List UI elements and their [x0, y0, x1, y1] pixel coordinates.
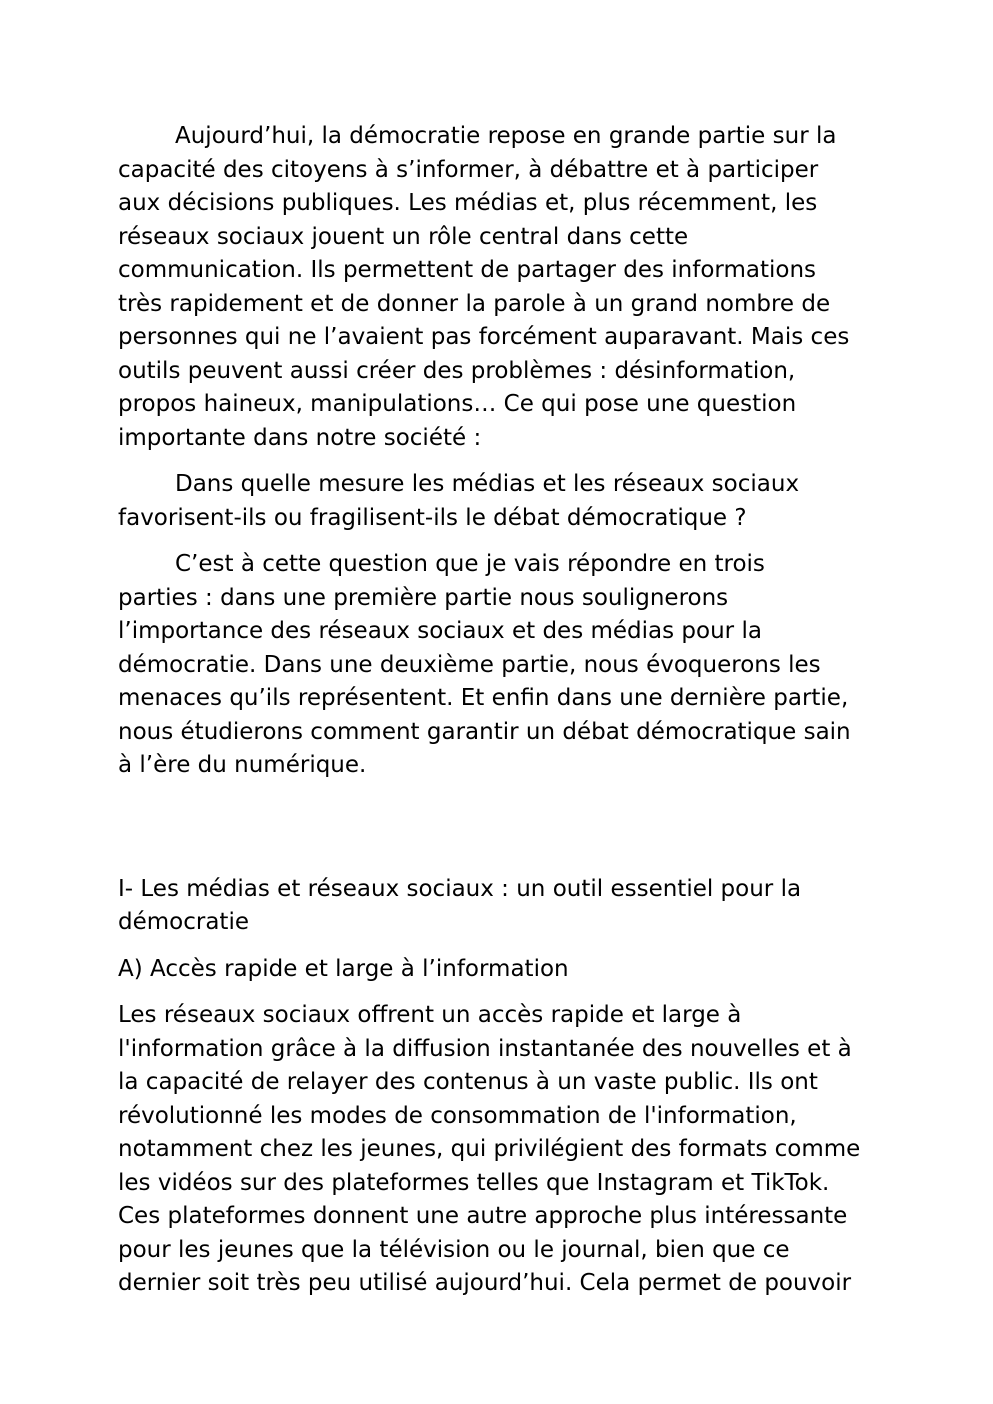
text-line: A) Accès rapide et large à l’information — [118, 955, 569, 982]
heading-part-one — [118, 873, 933, 940]
text-line: démocratie. Dans une deuxième partie, nous évoquerons les — [118, 651, 821, 678]
paragraph-intro — [118, 120, 933, 455]
text-line: capacité des citoyens à s’informer, à débattre et à participer — [118, 156, 819, 183]
paragraph-body-section-a — [118, 999, 933, 1301]
text-line: Aujourd’hui, la démocratie repose en grande partie sur la — [175, 123, 837, 149]
text-line: l’importance des réseaux sociaux et des médias pour la — [118, 618, 762, 644]
text-line: les vidéos sur des plateformes telles que Instagram et TikTok. — [118, 1169, 830, 1196]
heading-section-a — [118, 953, 933, 987]
text-line: Les réseaux sociaux offrent un accès rapide et large à — [118, 1002, 742, 1028]
text-line: l'information grâce à la diffusion instantanée des nouvelles et à — [118, 1035, 852, 1062]
text-line: importante dans notre société : — [118, 424, 482, 451]
text-line: dernier soit très peu utilisé aujourd’hui. Cela permet de pouvoir — [118, 1270, 852, 1296]
text-line: menaces qu’ils représentent. Et enfin dans une dernière partie, — [118, 685, 849, 711]
text-line: Ces plateformes donnent une autre approche plus intéressante — [118, 1203, 848, 1229]
text-line: personnes qui ne l’avaient pas forcément auparavant. Mais ces — [118, 324, 850, 350]
text-line: propos haineux, manipulations… Ce qui pose une question — [118, 391, 797, 417]
text-line: la capacité de relayer des contenus à un vaste public. Ils ont — [118, 1069, 818, 1095]
paragraph-annonce-plan — [118, 548, 933, 783]
text-line: aux décisions publiques. Les médias et, plus récemment, les — [118, 190, 818, 216]
text-line: I- Les médias et réseaux sociaux : un outil essentiel pour la — [118, 875, 802, 902]
text-line: notamment chez les jeunes, qui privilégient des formats comme — [118, 1136, 861, 1162]
text-line: communication. Ils permettent de partager des informations — [118, 257, 817, 283]
text-line: parties : dans une première partie nous soulignerons — [118, 584, 729, 611]
text-line: démocratie — [118, 909, 249, 935]
document-content — [118, 120, 933, 1314]
text-line: très rapidement et de donner la parole à un grand nombre de — [118, 290, 831, 317]
paragraph-problematique — [118, 468, 933, 535]
text-line: à l’ère du numérique. — [118, 752, 367, 778]
text-line: nous étudierons comment garantir un débat démocratique sain — [118, 718, 851, 745]
text-line: révolutionné les modes de consommation de l'information, — [118, 1102, 797, 1129]
text-line: réseaux sociaux jouent un rôle central dans cette — [118, 223, 689, 250]
text-line: favorisent-ils ou fragilisent-ils le débat démocratique ? — [118, 504, 747, 531]
text-line: Dans quelle mesure les médias et les réseaux sociaux — [175, 471, 800, 497]
text-line: pour les jeunes que la télévision ou le journal, bien que ce — [118, 1236, 790, 1263]
text-line: C’est à cette question que je vais répondre en trois — [175, 551, 765, 577]
text-line: outils peuvent aussi créer des problèmes : désinformation, — [118, 357, 796, 384]
